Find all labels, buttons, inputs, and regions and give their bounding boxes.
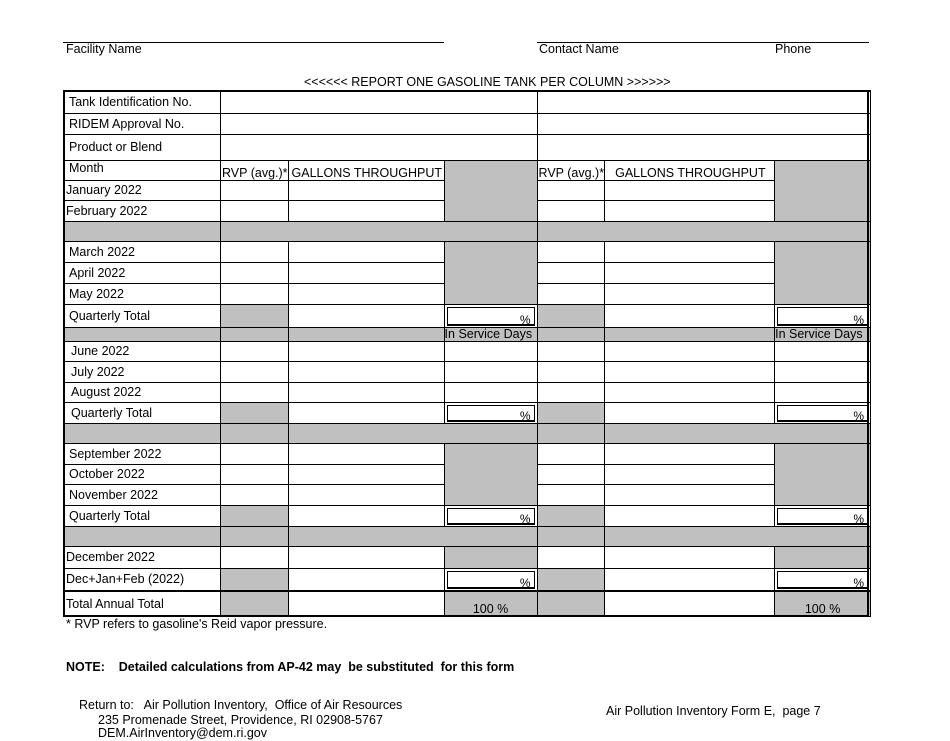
gallons-mar-1[interactable]: [288, 241, 444, 262]
return-email: DEM.AirInventory@dem.ri.gov: [98, 726, 267, 740]
rvp-apr-1[interactable]: [221, 262, 289, 283]
row-label-feb: February 2022: [64, 200, 221, 221]
rvp-footnote: * RVP refers to gasoline's Reid vapor pressure.: [66, 617, 328, 631]
rvp-nov-2[interactable]: [537, 484, 605, 505]
gallons-qt1-2[interactable]: [605, 304, 775, 327]
days-jul-1[interactable]: [444, 361, 537, 382]
gallons-oct-1[interactable]: [288, 464, 444, 484]
gray-separator: [64, 221, 221, 241]
instruction-text: <<<<<< REPORT ONE GASOLINE TANK PER COLUMN >>>>>>: [304, 75, 671, 89]
rvp-sep-2[interactable]: [537, 443, 605, 464]
phone-label: Phone: [775, 42, 812, 56]
gallons-jul-1[interactable]: [288, 361, 444, 382]
row-label-nov: November 2022: [64, 484, 221, 505]
gray-separator: [537, 327, 605, 341]
percent-djf-1[interactable]: %: [444, 568, 537, 591]
gray-cell: [537, 568, 605, 591]
return-line-2: 235 Promenade Street, Providence, RI 02908-5767: [98, 713, 383, 727]
form-page-id: Air Pollution Inventory Form E, page 7: [606, 704, 821, 718]
gray-cell: [537, 505, 605, 526]
days-jun-1[interactable]: [444, 341, 537, 361]
gray-separator: [605, 423, 871, 443]
row-label-aug: August 2022: [64, 382, 221, 402]
rvp-apr-2[interactable]: [537, 262, 605, 283]
rvp-dec-1[interactable]: [221, 546, 289, 568]
rvp-jul-1[interactable]: [221, 361, 289, 382]
row-label-annual: Total Annual Total: [64, 591, 221, 616]
gray-cell: [775, 546, 871, 568]
row-label-jun: June 2022: [64, 341, 221, 361]
gray-separator: [288, 526, 537, 546]
ridem-input-2[interactable]: [537, 113, 871, 134]
rvp-may-1[interactable]: [221, 283, 289, 304]
gray-separator: [288, 423, 537, 443]
tank-id-input-2[interactable]: [537, 91, 871, 113]
gray-block: [444, 443, 537, 505]
gallons-mar-2[interactable]: [605, 241, 775, 262]
gallons-qt3-2[interactable]: [605, 505, 775, 526]
gray-cell: [221, 568, 289, 591]
gallons-jan-1[interactable]: [288, 180, 444, 200]
percent-qt1-1[interactable]: %: [444, 304, 537, 327]
gallons-annual-2[interactable]: [605, 591, 775, 616]
row-label-oct: October 2022: [64, 464, 221, 484]
in-service-days-1: In Service Days: [444, 327, 537, 341]
gallons-jan-2[interactable]: [605, 180, 775, 200]
note-text: NOTE: Detailed calculations from AP-42 may be substituted for this form: [66, 660, 515, 674]
rvp-jan-1[interactable]: [221, 180, 289, 200]
gallons-nov-2[interactable]: [605, 484, 775, 505]
rvp-nov-1[interactable]: [221, 484, 289, 505]
gray-cell: [537, 402, 605, 423]
gallons-nov-1[interactable]: [288, 484, 444, 505]
percent-qt1-2[interactable]: %: [775, 304, 871, 327]
gray-cell: [221, 402, 289, 423]
rvp-mar-2[interactable]: [537, 241, 605, 262]
gallons-sep-1[interactable]: [288, 443, 444, 464]
gray-separator: [64, 423, 221, 443]
gallons-aug-2[interactable]: [605, 382, 775, 402]
rvp-jun-1[interactable]: [221, 341, 289, 361]
product-input-2[interactable]: [537, 134, 871, 160]
gallons-dec-2[interactable]: [605, 546, 775, 568]
gallons-apr-2[interactable]: [605, 262, 775, 283]
row-label-djf: Dec+Jan+Feb (2022): [64, 568, 221, 591]
gray-separator: [221, 221, 538, 241]
gray-block: [444, 241, 537, 304]
gray-cell: [221, 304, 289, 327]
gallons-header-1: GALLONS THROUGHPUT: [288, 160, 444, 180]
row-label-ridem: RIDEM Approval No.: [64, 113, 221, 134]
gallons-annual-1[interactable]: [288, 591, 444, 616]
row-label-sep: September 2022: [64, 443, 221, 464]
gray-cell: [537, 591, 605, 616]
row-label-apr: April 2022: [64, 262, 221, 283]
gallons-jun-1[interactable]: [288, 341, 444, 361]
gallons-qt2-1[interactable]: [288, 402, 444, 423]
gallons-feb-2[interactable]: [605, 200, 775, 221]
rvp-dec-2[interactable]: [537, 546, 605, 568]
percent-qt3-2[interactable]: %: [775, 505, 871, 526]
days-aug-1[interactable]: [444, 382, 537, 402]
gallons-djf-2[interactable]: [605, 568, 775, 591]
gray-separator: [288, 327, 444, 341]
gray-separator: [537, 526, 605, 546]
row-label-dec: December 2022: [64, 546, 221, 568]
rvp-feb-2[interactable]: [537, 200, 605, 221]
return-line-1: Return to: Air Pollution Inventory, Office of Air Resources: [79, 698, 403, 712]
gray-separator: [221, 423, 289, 443]
annual-percent-2: 100 %: [775, 591, 871, 616]
gallons-oct-2[interactable]: [605, 464, 775, 484]
row-label-mar: March 2022: [64, 241, 221, 262]
gray-separator: [537, 221, 871, 241]
gray-separator: [221, 526, 289, 546]
rvp-jan-2[interactable]: [537, 180, 605, 200]
in-service-days-2: In Service Days: [775, 327, 871, 341]
gallons-apr-1[interactable]: [288, 262, 444, 283]
gray-separator: [64, 327, 221, 341]
rvp-mar-1[interactable]: [221, 241, 289, 262]
gray-separator: [221, 327, 289, 341]
percent-qt3-1[interactable]: %: [444, 505, 537, 526]
row-label-may: May 2022: [64, 283, 221, 304]
rvp-jul-2[interactable]: [537, 361, 605, 382]
row-label-qt1: Quarterly Total: [64, 304, 221, 327]
rvp-jun-2[interactable]: [537, 341, 605, 361]
rvp-header-1: RVP (avg.)*: [221, 160, 289, 180]
gray-cell: [221, 505, 289, 526]
gallons-jun-2[interactable]: [605, 341, 775, 361]
gallons-jul-2[interactable]: [605, 361, 775, 382]
rvp-may-2[interactable]: [537, 283, 605, 304]
row-label-jan: January 2022: [64, 180, 221, 200]
row-label-month: Month: [64, 160, 221, 180]
gray-block: [444, 160, 537, 221]
tank-id-input-1[interactable]: [221, 91, 538, 113]
product-input-1[interactable]: [221, 134, 538, 160]
percent-djf-2[interactable]: %: [775, 568, 871, 591]
gallons-qt2-2[interactable]: [605, 402, 775, 423]
gallons-feb-1[interactable]: [288, 200, 444, 221]
row-label-product: Product or Blend: [64, 134, 221, 160]
gray-block: [775, 160, 871, 221]
gallons-dec-1[interactable]: [288, 546, 444, 568]
days-jun-2[interactable]: [775, 341, 871, 361]
ridem-input-1[interactable]: [221, 113, 538, 134]
gallons-header-2: GALLONS THROUGHPUT: [605, 160, 775, 180]
gallons-djf-1[interactable]: [288, 568, 444, 591]
gray-block: [775, 443, 871, 505]
row-label-qt3: Quarterly Total: [64, 505, 221, 526]
annual-percent-1: 100 %: [444, 591, 537, 616]
percent-qt2-2[interactable]: %: [775, 402, 871, 423]
gray-separator: [537, 423, 605, 443]
gray-block: [775, 241, 871, 304]
gray-cell: [221, 591, 289, 616]
days-jul-2[interactable]: [775, 361, 871, 382]
gallons-sep-2[interactable]: [605, 443, 775, 464]
rvp-oct-2[interactable]: [537, 464, 605, 484]
gallons-may-1[interactable]: [288, 283, 444, 304]
gasoline-tank-table: [63, 90, 871, 617]
rvp-feb-1[interactable]: [221, 200, 289, 221]
gray-separator: [605, 327, 775, 341]
gray-separator: [605, 526, 871, 546]
row-label-jul: July 2022: [64, 361, 221, 382]
rvp-sep-1[interactable]: [221, 443, 289, 464]
rvp-oct-1[interactable]: [221, 464, 289, 484]
gray-separator: [64, 526, 221, 546]
rvp-header-2: RVP (avg.)*: [537, 160, 605, 180]
gray-cell: [537, 304, 605, 327]
contact-name-label: Contact Name: [539, 42, 619, 56]
gallons-qt1-1[interactable]: [288, 304, 444, 327]
rvp-aug-2[interactable]: [537, 382, 605, 402]
gallons-qt3-1[interactable]: [288, 505, 444, 526]
row-label-tank-id: Tank Identification No.: [64, 91, 221, 113]
gray-cell: [444, 546, 537, 568]
facility-name-label: Facility Name: [66, 42, 142, 56]
gallons-aug-1[interactable]: [288, 382, 444, 402]
days-aug-2[interactable]: [775, 382, 871, 402]
rvp-aug-1[interactable]: [221, 382, 289, 402]
percent-qt2-1[interactable]: %: [444, 402, 537, 423]
gallons-may-2[interactable]: [605, 283, 775, 304]
row-label-qt2: Quarterly Total: [64, 402, 221, 423]
